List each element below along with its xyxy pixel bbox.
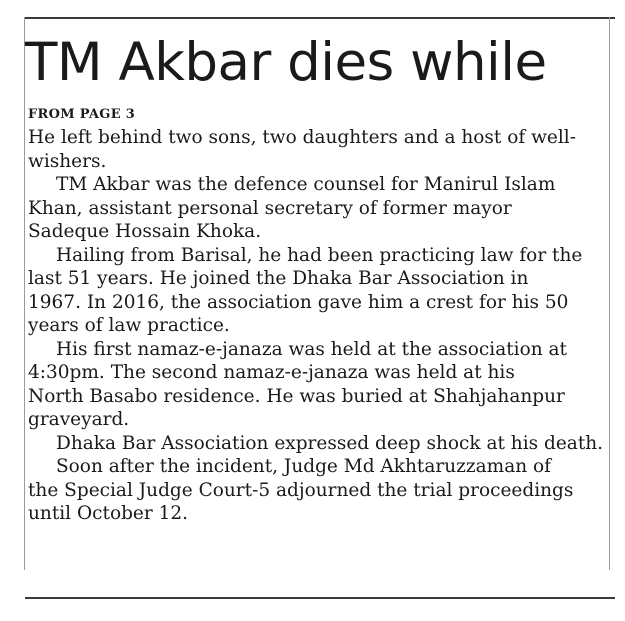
- article-line: Hailing from Barisal, he had been practicing law for the: [56, 244, 583, 266]
- article-line: TM Akbar was the defence counsel for Manirul Islam: [56, 174, 556, 195]
- article-line: Sadeque Hossain Khoka.: [28, 221, 262, 242]
- article-line: last 51 years. He joined the Dhaka Bar Association in: [28, 268, 529, 289]
- top-rule: [25, 17, 615, 19]
- jump-label: FROM PAGE 3: [28, 107, 136, 122]
- article-line: the Special Judge Court-5 adjourned the trial proceedings: [28, 479, 574, 501]
- left-column-rule: [24, 17, 25, 570]
- article-line: Khan, assistant personal secretary of former mayor: [28, 197, 512, 219]
- article-line: North Basabo residence. He was buried at Shahjahanpur: [28, 385, 565, 407]
- article-line: until October 12.: [28, 503, 189, 524]
- article-line: He left behind two sons, two daughters and a host of well-: [28, 127, 576, 148]
- article-body: [28, 126, 608, 526]
- headline: TM Akbar dies while: [25, 32, 547, 93]
- bottom-rule: [25, 597, 615, 599]
- article-line: His first namaz-e-janaza was held at the association at: [56, 338, 567, 360]
- article-line: 4:30pm. The second namaz-e-janaza was held at his: [28, 362, 515, 383]
- article-line: 1967. In 2016, the association gave him a crest for his 50: [28, 291, 569, 313]
- article-line: wishers.: [28, 150, 107, 172]
- article-line: years of law practice.: [28, 315, 230, 336]
- article-line: graveyard.: [28, 409, 130, 430]
- article-line: Soon after the incident, Judge Md Akhtaruzzaman of: [56, 456, 552, 477]
- article-line: Dhaka Bar Association expressed deep shock at his death.: [56, 432, 604, 454]
- right-column-rule: [609, 17, 610, 570]
